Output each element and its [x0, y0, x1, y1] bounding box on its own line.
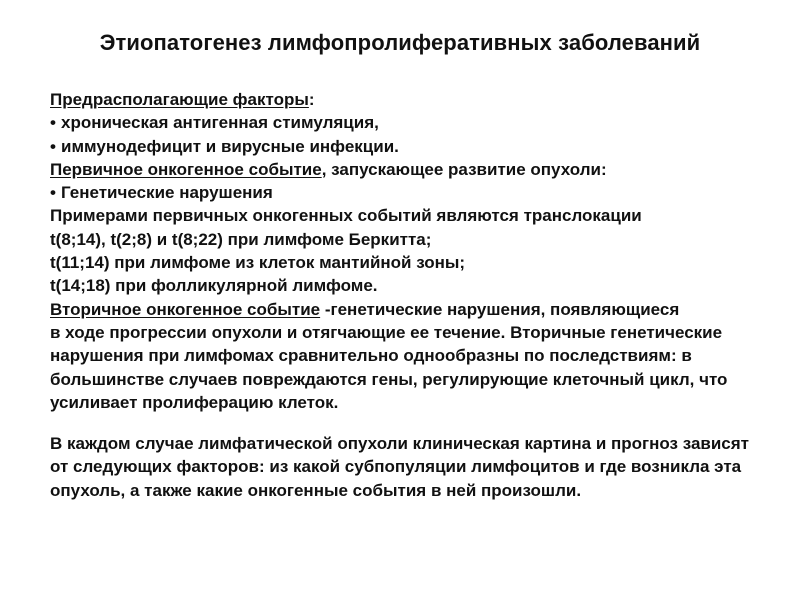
secondary-event-text: в ходе прогрессии опухоли и отягчающие ее течение. Вторичные генетические нарушения при лимфомах сравнительно однообразны по последствиям: в большинстве случаев повреждаются гены, регулирующие клеточный цикл, что усиливает пролиферацию клеток.	[50, 322, 728, 412]
paragraph-gap	[50, 414, 762, 432]
translocation-line: t(8;14), t(2;8) и t(8;22) при лимфоме Беркитта;	[50, 229, 432, 249]
bullet-text: хроническая антигенная стимуляция,	[61, 113, 379, 133]
translocation-line: t(14;18) при фолликулярной лимфоме.	[50, 276, 378, 296]
primary-event-heading: Первичное онкогенное событие	[50, 159, 322, 179]
slide-content	[50, 88, 762, 502]
translocation-line: t(11;14) при лимфоме из клеток мантийной зоны;	[50, 253, 466, 273]
bullet-item	[50, 181, 762, 204]
slide-title: Этиопатогенез лимфопролиферативных заболеваний	[99, 30, 701, 55]
secondary-event-text-line1: -генетические нарушения, появляющиеся	[320, 299, 680, 319]
primary-event-suffix: , запускающее развитие опухоли:	[321, 159, 607, 179]
secondary-event-heading: Вторичное онкогенное событие	[50, 299, 321, 319]
predisposing-factors-heading-line	[50, 88, 762, 111]
bullet-dot-icon: •	[50, 113, 56, 133]
bullet-dot-icon: •	[50, 136, 56, 156]
bullet-text: Генетические нарушения	[61, 183, 273, 203]
examples-intro: Примерами первичных онкогенных событий являются транслокации	[50, 206, 642, 226]
conclusion-paragraph: В каждом случае лимфатической опухоли клиническая картина и прогноз зависят от следующих факторов: из какой субпопуляции лимфоцитов и где возникла эта опухоль, а также какие онкогенные события в ней произошли.	[50, 434, 750, 500]
predisposing-factors-colon: :	[308, 90, 315, 109]
bullet-item	[50, 111, 762, 134]
primary-event-heading-line	[50, 158, 762, 181]
bullet-item	[50, 135, 762, 158]
bullet-dot-icon: •	[50, 183, 56, 203]
bullet-text: иммунодефицит и вирусные инфекции.	[61, 136, 399, 156]
secondary-event-paragraph	[50, 298, 762, 414]
predisposing-factors-heading: Предрасполагающие факторы	[50, 90, 309, 109]
